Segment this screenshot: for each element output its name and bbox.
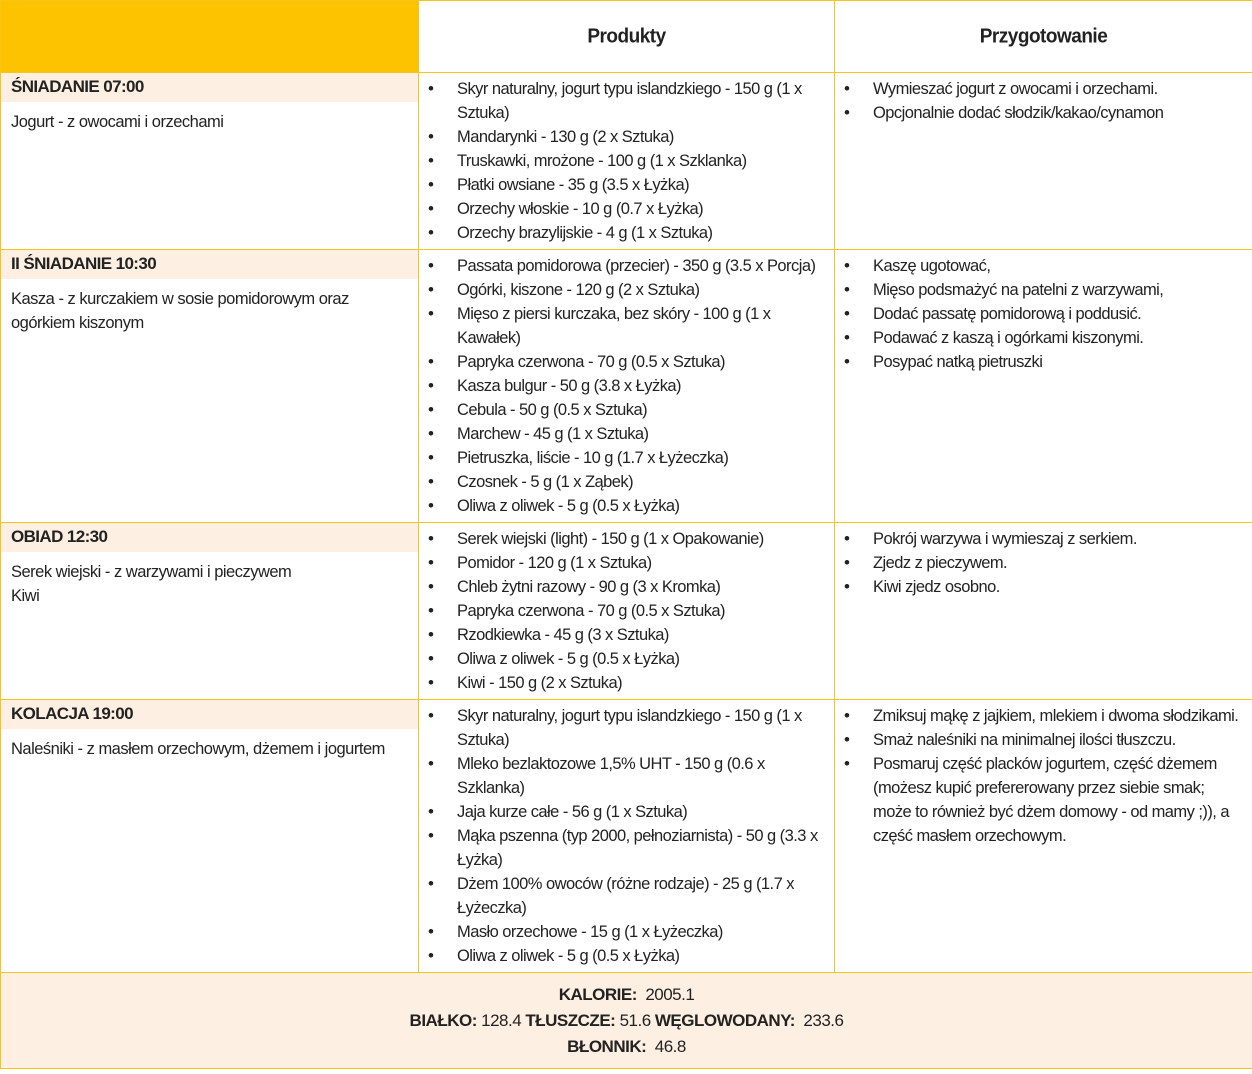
product-item: • Chleb żytni razowy - 90 g (3 x Kromka)	[419, 575, 826, 599]
products-cell	[419, 700, 835, 973]
meal-row	[1, 700, 1252, 973]
product-item: • Masło orzechowe - 15 g (1 x Łyżeczka)	[419, 920, 826, 944]
product-item: • Kiwi - 150 g (2 x Sztuka)	[419, 671, 826, 695]
product-item: • Pietruszka, liście - 10 g (1.7 x Łyżeczka)	[419, 446, 826, 470]
meal-description-line: Kasza - z kurczakiem w sosie pomidorowym oraz ogórkiem kiszonym	[11, 290, 349, 332]
preparation-step: • Smaż naleśniki na minimalnej ilości tłuszczu.	[835, 728, 1244, 752]
products-header: Produkty	[419, 0, 835, 75]
meal-description	[1, 552, 418, 608]
preparation-step: • Dodać passatę pomidorową i poddusić.	[835, 302, 1244, 326]
product-item: • Orzechy włoskie - 10 g (0.7 x Łyżka)	[419, 197, 826, 221]
product-item: • Oliwa z oliwek - 5 g (0.5 x Łyżka)	[419, 647, 826, 671]
calories-value: 2005.1	[645, 985, 695, 1004]
preparation-cell	[835, 73, 1252, 250]
meal-row	[1, 250, 1252, 523]
preparation-list	[835, 250, 1252, 378]
meal-rows	[1, 73, 1252, 973]
product-item: • Skyr naturalny, jogurt typu islandzkiego - 150 g (1 x Sztuka)	[419, 704, 826, 752]
meal-title: OBIAD 12:30	[1, 523, 418, 552]
preparation-step: • Kaszę ugotować,	[835, 254, 1244, 278]
product-item: • Mleko bezlaktozowe 1,5% UHT - 150 g (0.6 x Szklanka)	[419, 752, 826, 800]
product-item: • Mandarynki - 130 g (2 x Sztuka)	[419, 125, 826, 149]
meal-description	[1, 102, 418, 134]
meal-description-line: Serek wiejski - z warzywami i pieczywem	[11, 563, 292, 581]
product-item: • Serek wiejski (light) - 150 g (1 x Opakowanie)	[419, 527, 826, 551]
product-item: • Rzodkiewka - 45 g (3 x Sztuka)	[419, 623, 826, 647]
product-item: • Dżem 100% owoców (różne rodzaje) - 25 g (1.7 x Łyżeczka)	[419, 872, 826, 920]
preparation-step: • Podawać z kaszą i ogórkami kiszonymi.	[835, 326, 1244, 350]
meal-description	[1, 729, 418, 761]
product-item: • Oliwa z oliwek - 5 g (0.5 x Łyżka)	[419, 944, 826, 968]
product-item: • Orzechy brazylijskie - 4 g (1 x Sztuka)	[419, 221, 826, 245]
products-cell	[419, 523, 835, 700]
meal-row	[1, 523, 1252, 700]
preparation-step: • Opcjonalnie dodać słodzik/kakao/cynamon	[835, 101, 1244, 125]
preparation-step: • Zmiksuj mąkę z jajkiem, mlekiem i dwoma słodzikami.	[835, 704, 1244, 728]
products-list	[419, 250, 834, 522]
preparation-step: • Wymieszać jogurt z owocami i orzechami.	[835, 77, 1244, 101]
product-item: • Mąka pszenna (typ 2000, pełnoziarnista) - 50 g (3.3 x Łyżka)	[419, 824, 826, 872]
table-header-row	[1, 1, 1252, 73]
product-item: • Skyr naturalny, jogurt typu islandzkiego - 150 g (1 x Sztuka)	[419, 77, 826, 125]
summary-row	[1, 973, 1252, 1069]
meal-title: KOLACJA 19:00	[1, 700, 418, 729]
preparation-step: • Zjedz z pieczywem.	[835, 551, 1244, 575]
preparation-cell	[835, 250, 1252, 523]
fiber-label: BŁONNIK:	[567, 1037, 647, 1056]
product-item: • Marchew - 45 g (1 x Sztuka)	[419, 422, 826, 446]
preparation-step: • Posmaruj część placków jogurtem, część dżemem (możesz kupić prefererowany przez siebie smak; może to również być dżem domowy - od mamy ;)), a część masłem orzechowym.	[835, 752, 1244, 848]
meal-info-cell	[1, 73, 419, 250]
product-item: • Mięso z piersi kurczaka, bez skóry - 100 g (1 x Kawałek)	[419, 302, 826, 350]
product-item: • Papryka czerwona - 70 g (0.5 x Sztuka)	[419, 599, 826, 623]
preparation-cell	[835, 523, 1252, 700]
preparation-step: • Pokrój warzywa i wymieszaj z serkiem.	[835, 527, 1244, 551]
products-cell	[419, 73, 835, 250]
meal-description	[1, 279, 418, 335]
calories-label: KALORIE:	[558, 985, 637, 1004]
preparation-header: Przygotowanie	[835, 0, 1252, 75]
preparation-list	[835, 700, 1252, 852]
product-item: • Jaja kurze całe - 56 g (1 x Sztuka)	[419, 800, 826, 824]
product-item: • Pomidor - 120 g (1 x Sztuka)	[419, 551, 826, 575]
meal-description-line: Kiwi	[11, 587, 40, 605]
preparation-step: • Posypać natką pietruszki	[835, 350, 1244, 374]
meal-title: II ŚNIADANIE 10:30	[1, 250, 418, 279]
product-item: • Kasza bulgur - 50 g (3.8 x Łyżka)	[419, 374, 826, 398]
meal-description-line: Naleśniki - z masłem orzechowym, dżemem i jogurtem	[11, 740, 385, 758]
meal-info-cell	[1, 700, 419, 973]
preparation-list	[835, 73, 1252, 129]
products-list	[419, 700, 834, 972]
protein-value: 128.4	[481, 1011, 522, 1030]
fat-label: TŁUSZCZE:	[525, 1011, 616, 1030]
products-cell	[419, 250, 835, 523]
meal-row	[1, 73, 1252, 250]
product-item: • Ogórki, kiszone - 120 g (2 x Sztuka)	[419, 278, 826, 302]
product-item: • Czosnek - 5 g (1 x Ząbek)	[419, 470, 826, 494]
header-accent-cell	[1, 1, 419, 73]
product-item: • Cebula - 50 g (0.5 x Sztuka)	[419, 398, 826, 422]
preparation-cell	[835, 700, 1252, 973]
product-item: • Płatki owsiane - 35 g (3.5 x Łyżka)	[419, 173, 826, 197]
macros-line	[1, 1008, 1252, 1034]
preparation-step: • Kiwi zjedz osobno.	[835, 575, 1244, 599]
fiber-line	[1, 1034, 1252, 1060]
nutrition-summary	[1, 973, 1252, 1069]
products-list	[419, 523, 834, 699]
meal-info-cell	[1, 523, 419, 700]
protein-label: BIAŁKO:	[409, 1011, 477, 1030]
carbs-label: WĘGLOWODANY:	[654, 1011, 795, 1030]
carbs-value: 233.6	[803, 1011, 844, 1030]
fat-value: 51.6	[619, 1011, 651, 1030]
meal-title: ŚNIADANIE 07:00	[1, 73, 418, 102]
calories-line	[1, 982, 1252, 1008]
meal-description-line: Jogurt - z owocami i orzechami	[11, 113, 224, 131]
product-item: • Passata pomidorowa (przecier) - 350 g (3.5 x Porcja)	[419, 254, 826, 278]
fiber-value: 46.8	[654, 1037, 686, 1056]
preparation-list	[835, 523, 1252, 603]
preparation-step: • Mięso podsmażyć na patelni z warzywami,	[835, 278, 1244, 302]
product-item: • Papryka czerwona - 70 g (0.5 x Sztuka)	[419, 350, 826, 374]
products-list	[419, 73, 834, 249]
product-item: • Truskawki, mrożone - 100 g (1 x Szklanka)	[419, 149, 826, 173]
meal-info-cell	[1, 250, 419, 523]
product-item: • Oliwa z oliwek - 5 g (0.5 x Łyżka)	[419, 494, 826, 518]
